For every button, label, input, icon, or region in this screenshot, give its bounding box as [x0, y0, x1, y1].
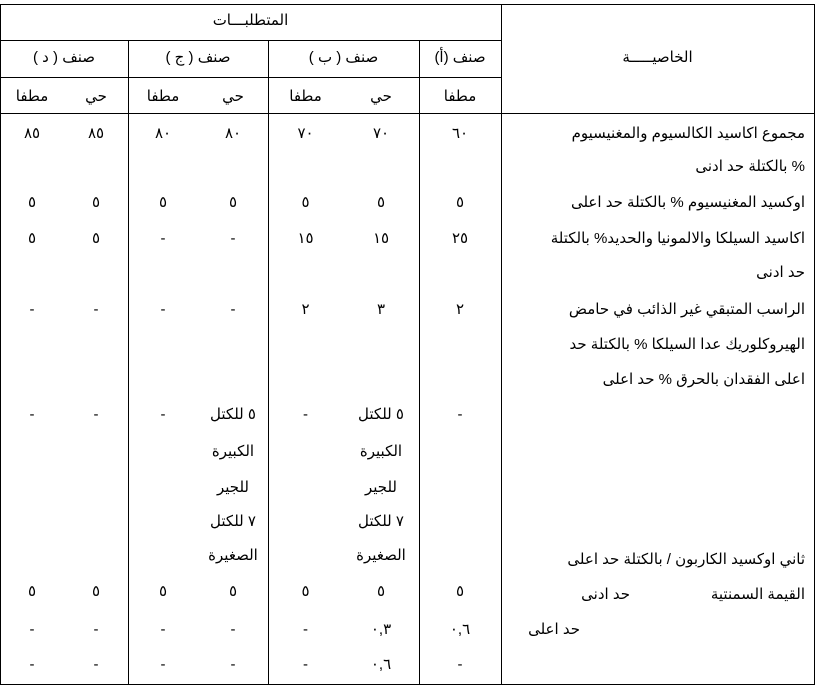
- row6-value-b-slaked: ٥: [301, 583, 310, 600]
- row6b-value-c-quick: -: [230, 621, 236, 638]
- row6c-value-c-slaked: -: [160, 656, 166, 673]
- row4-label-line1: الراسب المتبقي غير الذائب في حامض: [568, 301, 805, 318]
- row6-value-a: ٥: [455, 583, 465, 600]
- row6-value-d-slaked: ٥: [27, 583, 37, 600]
- row5-note-b-line1: ٥ للكتل: [358, 406, 404, 423]
- row3-value-b-slaked: ١٥: [297, 230, 314, 247]
- row4-label-line3: اعلى الفقدان بالحرق % حد اعلى: [602, 371, 805, 388]
- row6b-value-a: ٠,٦: [449, 621, 471, 638]
- subheader-b-slaked: مطفا: [289, 88, 322, 105]
- row1-label-line1: مجموع اكاسيد الكالسيوم والمغنيسيوم: [571, 125, 805, 142]
- divider-property: [501, 4, 502, 685]
- row5-note-b-line5: الصغيرة: [356, 547, 406, 564]
- row5-note-c-line4: ٧ للكتل: [210, 513, 256, 530]
- row1-value-d-quick: ٨٥: [87, 125, 105, 142]
- grade-b-header: صنف ( ب ): [308, 49, 379, 66]
- row6c-value-a: -: [457, 656, 463, 673]
- row6b-value-c-slaked: -: [160, 621, 166, 638]
- grade-c-header: صنف ( ج ): [165, 49, 231, 66]
- row2-value-c-quick: ٥: [228, 194, 238, 211]
- row1-value-b-quick: ٧٠: [372, 125, 390, 142]
- row2-label: اوكسيد المغنيسيوم % بالكتلة حد اعلى: [570, 194, 805, 211]
- row1-value-b-slaked: ٧٠: [297, 125, 314, 142]
- border-header-3: [0, 113, 815, 114]
- row5-value-c-slaked: -: [160, 406, 166, 423]
- subheader-c-quick: حي: [222, 88, 244, 105]
- row6c-value-d-slaked: -: [29, 656, 35, 673]
- property-header: الخاصيـــــة: [622, 49, 693, 66]
- row4-value-c-quick: -: [230, 301, 236, 318]
- row5-value-d-slaked: -: [29, 406, 35, 423]
- subheader-d-slaked: مطفا: [15, 88, 49, 105]
- row6-value-c-quick: ٥: [228, 583, 238, 600]
- row6b-value-d-quick: -: [93, 621, 99, 638]
- row4-value-a: ٢: [455, 301, 465, 318]
- row5-note-b-line4: ٧ للكتل: [358, 513, 404, 530]
- row6b-value-b-slaked: -: [303, 621, 308, 638]
- row4-value-b-slaked: ٢: [301, 301, 310, 318]
- row1-value-c-slaked: ٨٠: [154, 125, 172, 142]
- row3-label-line2: حد ادنى: [756, 264, 805, 281]
- row3-value-c-slaked: -: [160, 230, 166, 247]
- row6c-value-b-quick: ٠,٦: [370, 656, 392, 673]
- row6-label-min: حد ادنى: [581, 586, 630, 603]
- row5-value-b-slaked: -: [303, 406, 308, 423]
- row4-label-line2: الهيروكلوريك عدا السيلكا % بالكتلة حد: [569, 336, 805, 353]
- subheader-a-slaked: مطفا: [443, 88, 477, 105]
- row6-value-b-quick: ٥: [376, 583, 386, 600]
- subheader-c-slaked: مطفا: [146, 88, 180, 105]
- row6-label-max: حد اعلى: [528, 621, 580, 638]
- row5-value-a: -: [457, 406, 463, 423]
- row5-note-c-line1: ٥ للكتل: [210, 406, 256, 423]
- grade-d-header: صنف ( د ): [33, 49, 95, 66]
- border-top: [0, 4, 815, 5]
- row6-label-name: القيمة السمنتية: [710, 586, 805, 603]
- row2-value-b-quick: ٥: [376, 194, 386, 211]
- border-right: [814, 4, 815, 685]
- row5-note-b-line2: الكبيرة: [359, 443, 403, 460]
- row3-value-b-quick: ١٥: [372, 230, 390, 247]
- requirements-header: المتطلبـــات: [212, 12, 289, 29]
- row4-value-b-quick: ٣: [376, 301, 386, 318]
- row4-value-c-slaked: -: [160, 301, 166, 318]
- row5-note-b-line3: للجير: [364, 479, 398, 496]
- row2-value-a: ٥: [455, 194, 465, 211]
- row2-value-d-quick: ٥: [91, 194, 101, 211]
- border-header-1: [0, 40, 501, 41]
- row1-value-a: ٦٠: [451, 125, 469, 142]
- row3-value-a: ٢٥: [451, 230, 469, 247]
- row6-value-d-quick: ٥: [91, 583, 101, 600]
- row6b-value-d-slaked: -: [29, 621, 35, 638]
- row2-value-d-slaked: ٥: [27, 194, 37, 211]
- row2-value-b-slaked: ٥: [301, 194, 310, 211]
- subheader-d-quick: حي: [85, 88, 107, 105]
- row3-value-d-slaked: ٥: [27, 230, 37, 247]
- row6-value-c-slaked: ٥: [158, 583, 168, 600]
- subheader-b-quick: حي: [370, 88, 392, 105]
- row3-label-line1: اكاسيد السيلكا والالمونيا والحديد% بالكتلة: [550, 230, 805, 247]
- row3-value-d-quick: ٥: [91, 230, 101, 247]
- row6b-value-b-quick: ٠,٣: [370, 621, 392, 638]
- row5-value-d-quick: -: [93, 406, 99, 423]
- row4-value-d-slaked: -: [29, 301, 35, 318]
- row1-value-d-slaked: ٨٥: [23, 125, 41, 142]
- row5-note-c-line2: الكبيرة: [211, 443, 255, 460]
- row6c-value-b-slaked: -: [303, 656, 308, 673]
- row4-value-d-quick: -: [93, 301, 99, 318]
- row3-value-c-quick: -: [230, 230, 236, 247]
- row1-value-c-quick: ٨٠: [224, 125, 242, 142]
- row5-label: ثاني اوكسيد الكاربون / بالكتلة حد اعلى: [567, 551, 805, 568]
- row6c-value-d-quick: -: [93, 656, 99, 673]
- row5-note-c-line5: الصغيرة: [208, 547, 258, 564]
- row2-value-c-slaked: ٥: [158, 194, 168, 211]
- row6c-value-c-quick: -: [230, 656, 236, 673]
- row5-note-c-line3: للجير: [216, 479, 250, 496]
- grade-a-header: صنف (أ): [434, 49, 486, 66]
- border-header-2: [0, 77, 501, 78]
- row1-label-line2: % بالكتلة حد ادنى: [695, 158, 805, 175]
- border-bottom: [0, 684, 815, 685]
